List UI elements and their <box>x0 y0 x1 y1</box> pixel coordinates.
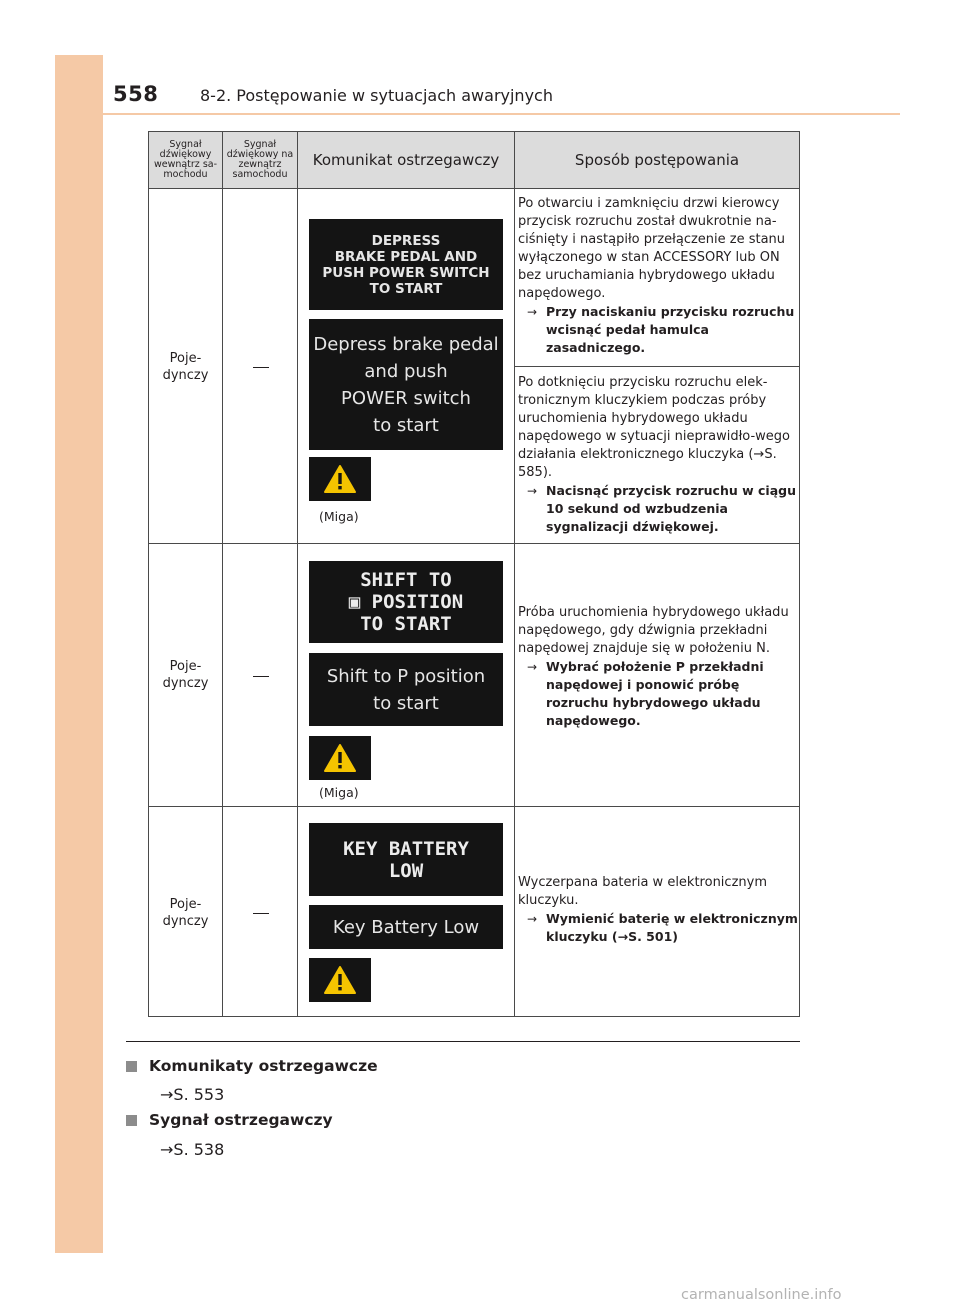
display-text: Key Battery Low <box>332 916 480 938</box>
header-rule <box>103 113 900 115</box>
procedure-2 <box>518 374 798 536</box>
signal-outside-dash <box>253 367 269 368</box>
display-text: Shift to P position to start <box>326 665 486 714</box>
display-message-upper <box>309 561 503 643</box>
procedure-text: Próba uruchomienia hybrydowego układu napędowego, gdy dźwignia przekładni napędowej znajduje się w położeniu N. <box>518 605 789 656</box>
signal-outside-dash <box>253 913 269 914</box>
notes-rule <box>126 1041 800 1042</box>
signal-outside-dash <box>253 676 269 677</box>
column-divider <box>514 132 515 1016</box>
note-title: Sygnał ostrzegawczy <box>149 1111 333 1129</box>
header-inside-signal: Sygnał dźwiękowy wewnątrz sa-mochodu <box>153 139 218 180</box>
display-message-upper <box>309 823 503 896</box>
note-reference[interactable]: →S. 538 <box>160 1140 225 1159</box>
display-text: SHIFT TO ▣ POSITION TO START <box>348 569 464 635</box>
procedure-action: Nacisnąć przycisk rozruchu w ciągu 10 sekund od wzbudzenia sygnalizacji dźwiękowej. <box>546 483 796 534</box>
square-bullet-icon <box>126 1061 137 1072</box>
note-title: Komunikaty ostrzegawcze <box>149 1057 378 1075</box>
row-divider <box>149 543 800 544</box>
watermark: carmanualsonline.info <box>681 1287 842 1303</box>
procedure-action: Wymienić baterię w elektronicznym kluczyku (→S. 501) <box>546 911 798 944</box>
procedure-1 <box>518 195 798 357</box>
note-heading <box>126 1111 333 1129</box>
arrow-icon: → <box>526 305 538 319</box>
display-text: Depress brake pedal and push POWER switch to start <box>313 333 499 436</box>
signal-inside: Poje- dynczy <box>162 351 209 383</box>
arrow-icon: → <box>526 912 538 926</box>
header-procedure: Sposób postępowania <box>574 151 740 169</box>
procedure <box>518 604 798 730</box>
procedure-action: Wybrać położenie P przekładni napędowej i ponowić próbę rozruchu hybrydowego układu napędowego. <box>546 659 764 728</box>
section-title: 8-2. Postępowanie w sytuacjach awaryjnych <box>200 86 553 105</box>
display-message-upper <box>309 219 503 310</box>
row-divider <box>149 806 800 807</box>
procedure <box>518 874 798 946</box>
display-text: KEY BATTERY LOW <box>343 837 469 882</box>
signal-inside: Poje- dynczy <box>162 897 209 929</box>
procedure-text: Po dotknięciu przycisku rozruchu elek-tronicznym kluczykiem podczas próby uruchomienia hybrydowego układu napędowego w sytuacji nieprawidło-wego działania elektronicznego kluczyka (→S. 585). <box>518 375 790 480</box>
blinking-note: (Miga) <box>319 509 359 524</box>
page-number: 558 <box>113 82 159 106</box>
header-outside-signal: Sygnał dźwiękowy na zewnątrz samochodu <box>226 139 294 180</box>
chapter-sidebar-tab <box>55 55 103 1253</box>
display-message <box>309 905 503 949</box>
signal-inside: Poje- dynczy <box>162 659 209 691</box>
blinking-note: (Miga) <box>319 785 359 800</box>
column-divider <box>222 132 223 1016</box>
header-warning-message: Komunikat ostrzegawczy <box>312 151 500 169</box>
arrow-icon: → <box>526 484 538 498</box>
note-reference[interactable]: →S. 553 <box>160 1085 225 1104</box>
warning-triangle-icon <box>309 457 371 501</box>
table-header <box>149 132 799 189</box>
procedure-action: Przy naciskaniu przycisku rozruchu wcisnąć pedał hamulca zasadniczego. <box>546 304 795 355</box>
note-heading <box>126 1057 378 1075</box>
warning-triangle-icon <box>309 736 371 780</box>
arrow-icon: → <box>526 660 538 674</box>
square-bullet-icon <box>126 1115 137 1126</box>
warning-message-table <box>148 131 800 1017</box>
warning-triangle-icon <box>309 958 371 1002</box>
display-text: DEPRESS BRAKE PEDAL AND PUSH POWER SWITCH TO START <box>322 232 490 297</box>
row-divider <box>514 366 800 367</box>
column-divider <box>297 132 298 1016</box>
procedure-text: Po otwarciu i zamknięciu drzwi kierowcy przycisk rozruchu został dwukrotnie na-ciśnięty i nastąpiło przełączenie ze stanu wyłączonego w stan ACCESSORY lub ON bez uruchamiania hybrydowego układu napędowego. <box>518 196 786 301</box>
procedure-text: Wyczerpana bateria w elektronicznym kluczyku. <box>518 875 767 908</box>
display-message <box>309 653 503 726</box>
display-message <box>309 319 503 450</box>
